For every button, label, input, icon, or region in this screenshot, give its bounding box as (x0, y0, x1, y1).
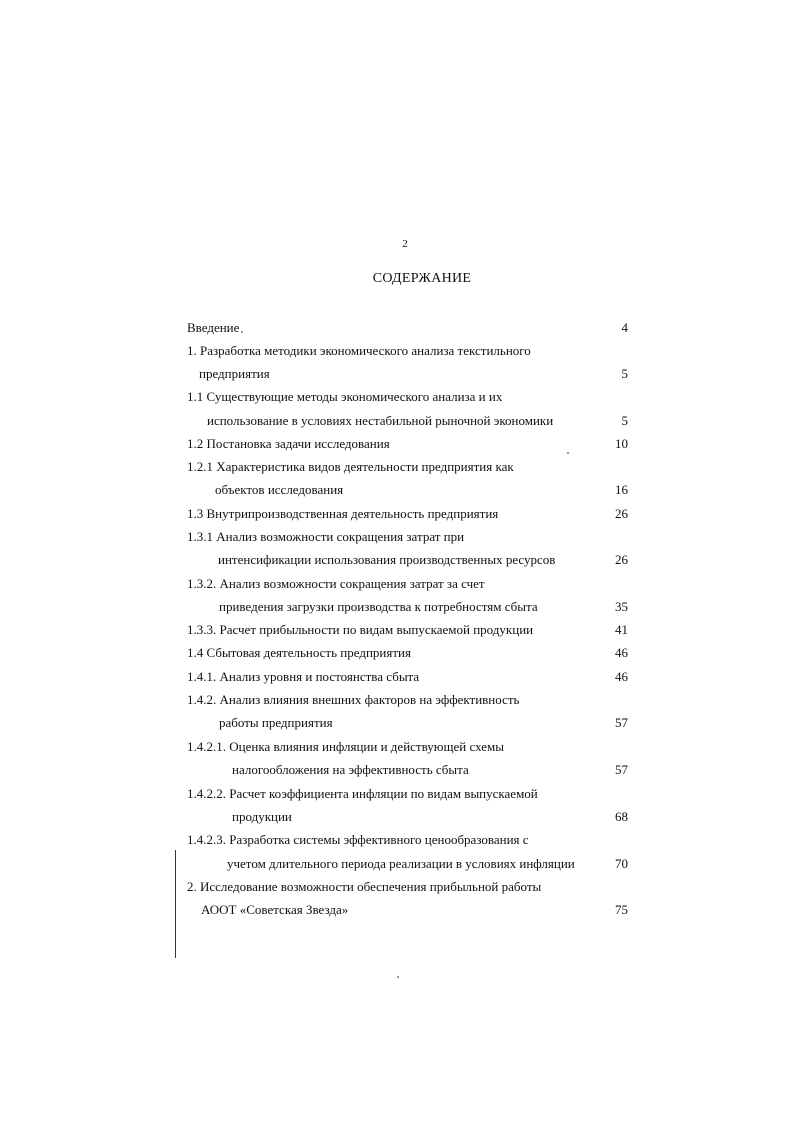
toc-row (0, 574, 795, 594)
toc-entry-text: 1.3.3. Расчет прибыльности по видам выпускаемой продукции (187, 622, 534, 637)
toc-row (0, 760, 795, 780)
toc-row (0, 713, 795, 733)
toc-entry-page: 46 (615, 669, 628, 684)
toc-entry-page: 46 (615, 645, 628, 660)
scan-speck (241, 331, 243, 333)
toc-entry-text: 1.4.2.2. Расчет коэффициента инфляции по видам выпускаемой (187, 786, 538, 801)
toc-row (0, 457, 795, 477)
toc-entry-text: приведения загрузки производства к потребностям сбыта (219, 599, 538, 614)
toc-entry-page: 5 (621, 366, 628, 381)
toc-entry-page: 26 (615, 552, 628, 567)
toc-row (0, 620, 795, 640)
toc-entry-text: 1.2.1 Характеристика видов деятельности предприятия как (187, 459, 514, 474)
toc-entry-text: 1.2 Постановка задачи исследования (187, 436, 390, 451)
toc-entry-text: 1.3.1 Анализ возможности сокращения затрат при (187, 529, 465, 544)
toc-row (0, 318, 795, 338)
toc-entry-text: 1.1 Существующие методы экономического анализа и их (187, 389, 503, 404)
toc-row (0, 341, 795, 361)
toc-entry-text: продукции (232, 809, 292, 824)
toc-entry-text: 1.4.2.1. Оценка влияния инфляции и действующей схемы (187, 739, 504, 754)
toc-entry-text: учетом длительного периода реализации в условиях инфляции (227, 856, 575, 871)
toc-entry-text: предприятия (199, 366, 270, 381)
toc-row (0, 784, 795, 804)
toc-entry-text: 2. Исследование возможности обеспечения прибыльной работы (187, 879, 542, 894)
toc-row (0, 434, 795, 454)
scan-speck (397, 976, 399, 978)
scan-speck (567, 452, 569, 454)
toc-row (0, 830, 795, 850)
toc-entry-page: 10 (615, 436, 628, 451)
toc-entry-page: 41 (615, 622, 628, 637)
toc-row (0, 854, 795, 874)
toc-entry-text: 1.4.2. Анализ влияния внешних факторов на эффективность (187, 692, 520, 707)
toc-entry-page: 75 (615, 902, 628, 917)
toc-row (0, 667, 795, 687)
toc-entry-text: 1.4 Сбытовая деятельность предприятия (187, 645, 411, 660)
toc-entry-page: 5 (621, 413, 628, 428)
toc-entry-text: Введение (187, 320, 240, 335)
toc-row (0, 900, 795, 920)
toc-row (0, 643, 795, 663)
toc-entry-text: 1.4.1. Анализ уровня и постоянства сбыта (187, 669, 420, 684)
toc-entry-page: 70 (615, 856, 628, 871)
toc-row (0, 411, 795, 431)
toc-title: СОДЕРЖАНИЕ (372, 271, 472, 286)
toc-entry-text: использование в условиях нестабильной рыночной экономики (207, 413, 554, 428)
toc-row (0, 737, 795, 757)
toc-entry-page: 4 (621, 320, 628, 335)
toc-row (0, 527, 795, 547)
toc-row (0, 597, 795, 617)
toc-row (0, 364, 795, 384)
toc-row (0, 550, 795, 570)
toc-entry-text: 1. Разработка методики экономического анализа текстильного (187, 343, 531, 358)
toc-entry-text: объектов исследования (215, 482, 344, 497)
toc-row (0, 690, 795, 710)
toc-entry-page: 68 (615, 809, 628, 824)
binding-margin-line (175, 850, 176, 958)
toc-entry-page: 35 (615, 599, 628, 614)
toc-row (0, 807, 795, 827)
toc-entry-page: 26 (615, 506, 628, 521)
toc-entry-text: 1.3 Внутрипроизводственная деятельность предприятия (187, 506, 499, 521)
toc-entry-page: 57 (615, 762, 628, 777)
toc-row (0, 877, 795, 897)
toc-row (0, 480, 795, 500)
toc-entry-text: интенсификации использования производственных ресурсов (218, 552, 556, 567)
toc-entry-text: 1.3.2. Анализ возможности сокращения затрат за счет (187, 576, 485, 591)
toc-entry-text: налогообложения на эффективность сбыта (232, 762, 469, 777)
page-number: 2 (402, 238, 408, 250)
toc-entry-text: АООТ «Советская Звезда» (201, 902, 349, 917)
toc-row (0, 504, 795, 524)
toc-entry-page: 57 (615, 715, 628, 730)
toc-entry-text: работы предприятия (219, 715, 333, 730)
toc-entry-page: 16 (615, 482, 628, 497)
table-of-contents (0, 318, 795, 938)
toc-row (0, 387, 795, 407)
toc-entry-text: 1.4.2.3. Разработка системы эффективного ценообразования с (187, 832, 529, 847)
